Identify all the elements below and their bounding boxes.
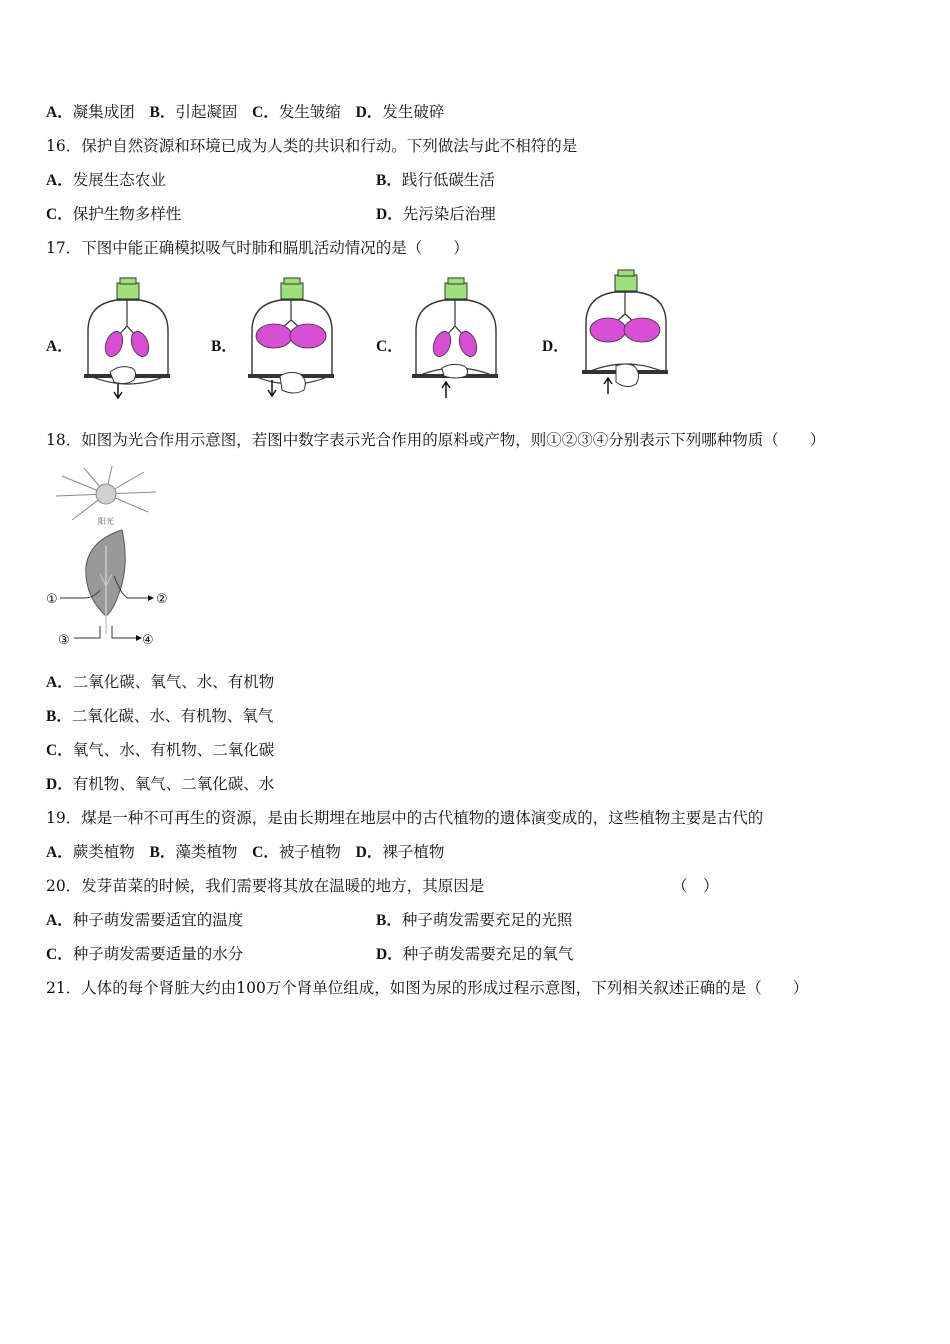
q17-figure-label-b: B． [211,338,237,355]
q20-option-d: D．种子萌发需要充足的氧气 [376,945,574,963]
bell-jar [88,300,168,374]
sun-label: 阳光 [98,517,114,526]
q16-option-d: D．先污染后治理 [376,205,496,223]
arrow-4 [112,626,138,638]
marker-2: ② [156,592,168,607]
q17-figure-label-a: A． [46,338,73,355]
q20-answer-bracket: （ ） [672,877,719,895]
arrow-up-icon [442,382,450,398]
trachea [118,299,136,336]
q19-options: A．蕨类植物 B．藻类植物 C．被子植物 D．裸子植物 [46,843,445,861]
q18-option-a: A．二氧化碳、氧气、水、有机物 [46,673,275,691]
sun-icon [96,484,116,504]
left-lung [256,324,292,348]
bell-jar-figure-a [80,276,175,400]
right-lung [128,329,152,359]
hand [110,367,136,384]
q18-option-c: C．氧气、水、有机物、二氧化碳 [46,741,275,759]
marker-4: ④ [142,633,154,648]
q16-stem: 16．保护自然资源和环境已成为人类的共识和行动。下列做法与此不相符的是 [46,137,578,155]
bell-jar-figure-b [244,276,339,400]
arrow-down-icon [114,384,122,398]
q16-option-c: C．保护生物多样性 [46,205,182,223]
left-lung [102,329,126,359]
q16-option-b: B．践行低碳生活 [376,171,495,189]
q20-option-c: C．种子萌发需要适量的水分 [46,945,244,963]
q20-option-a: A．种子萌发需要适宜的温度 [46,911,244,929]
q19-stem: 19．煤是一种不可再生的资源，是由长期埋在地层中的古代植物的遗体演变成的，这些植物主要是古代的 [46,809,764,827]
q20-option-b: B．种子萌发需要充足的光照 [376,911,573,929]
q17-stem: 17．下图中能正确模拟吸气时肺和膈肌活动情况的是（ ） [46,239,469,257]
q18-stem: 18．如图为光合作用示意图，若图中数字表示光合作用的原料或产物，则①②③④分别表示下列哪种物质（ ） [46,431,826,449]
bell-jar-figure-d [578,268,673,398]
bell-jar-figure-c [408,276,503,400]
q16-option-a: A．发展生态农业 [46,171,166,189]
marker-1: ① [46,592,58,607]
arrow-up-icon [604,378,612,394]
q21-stem: 21．人体的每个肾脏大约由100万个肾单位组成，如图为尿的形成过程示意图，下列相关叙述正确的是（ ） [46,979,809,997]
marker-3: ③ [58,633,70,648]
q20-stem: 20．发芽苗菜的时候，我们需要将其放在温暖的地方，其原因是 [46,877,485,895]
q18-option-b: B．二氧化碳、水、有机物、氧气 [46,707,274,725]
q17-figure-label-d: D． [542,338,569,355]
right-lung [290,324,326,348]
q18-option-d: D．有机物、氧气、二氧化碳、水 [46,775,275,793]
arrow-3 [74,626,100,638]
photosynthesis-diagram [44,466,174,652]
q15-options: A．凝集成团 B．引起凝固 C．发生皱缩 D．发生破碎 [46,103,445,121]
q17-figure-label-c: C． [376,338,403,355]
rubber-stopper [117,283,139,299]
